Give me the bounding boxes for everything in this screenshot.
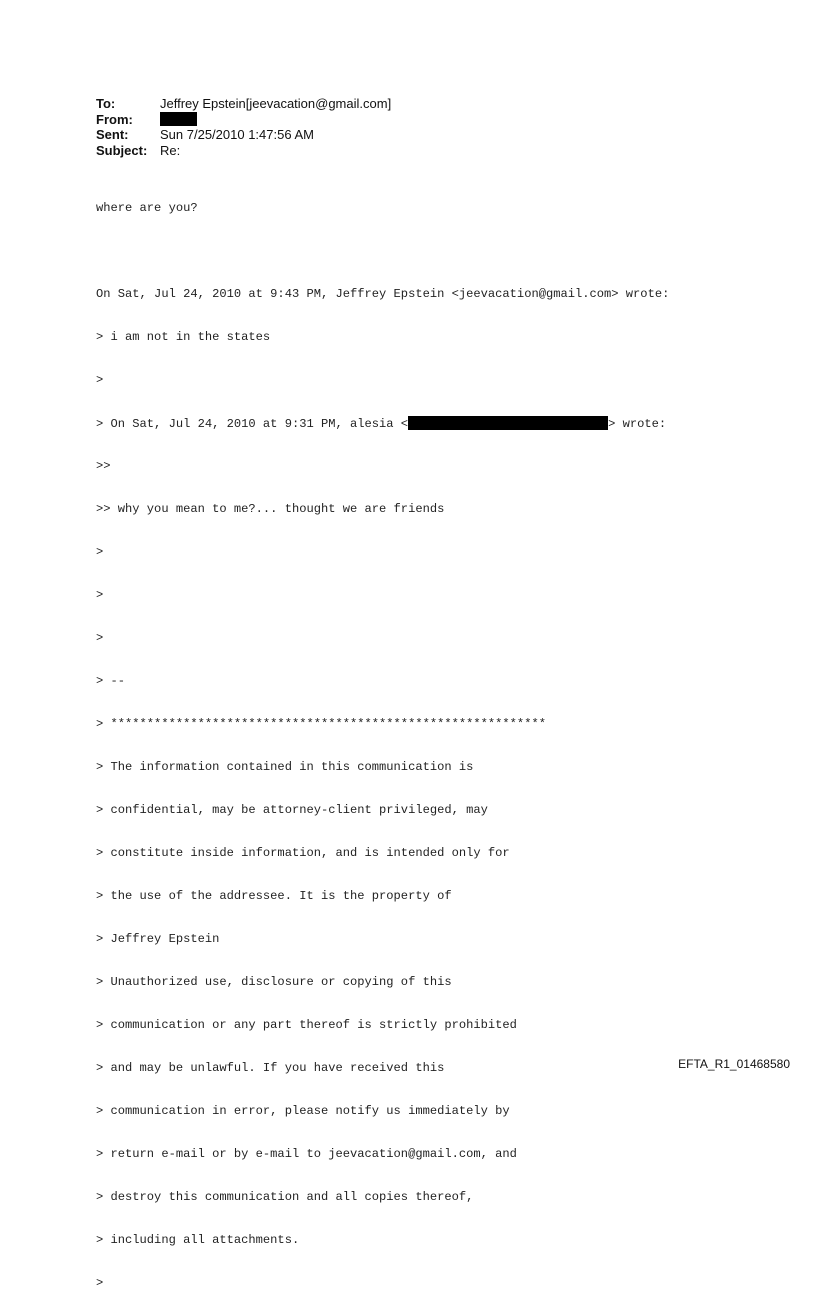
body-line: > (96, 1276, 104, 1291)
body-line (96, 244, 669, 258)
body-line: where are you? (96, 200, 198, 215)
body-line: > including all attachments. (96, 1233, 300, 1248)
body-line: >> why you mean to me?... thought we are friends (96, 501, 445, 516)
sent-value: Sun 7/25/2010 1:47:56 AM (160, 127, 314, 142)
to-row (96, 96, 391, 112)
body-line-prefix: > On Sat, Jul 24, 2010 at 9:31 PM, alesia < (96, 416, 409, 431)
body-line: > constitute inside information, and is intended only for (96, 846, 510, 861)
redaction-bar (160, 112, 197, 126)
to-label: To: (96, 96, 116, 111)
subject-row (96, 143, 391, 159)
body-line-suffix: > wrote: (608, 416, 667, 431)
body-line: > (96, 587, 104, 602)
body-line: > ************************************************************ (96, 717, 546, 732)
body-line: > communication or any part thereof is strictly prohibited (96, 1018, 517, 1033)
body-line: > and may be unlawful. If you have received this (96, 1061, 445, 1076)
body-line: > The information contained in this communication is (96, 760, 474, 775)
body-line: > (96, 544, 104, 559)
body-line: > i am not in the states (96, 329, 271, 344)
subject-label: Subject: (96, 142, 148, 158)
body-line: >> (96, 458, 111, 473)
from-value (160, 112, 197, 128)
body-line: > the use of the addressee. It is the property of (96, 889, 452, 904)
from-row (96, 112, 391, 128)
sent-label: Sent: (96, 127, 129, 142)
body-line: > communication in error, please notify us immediately by (96, 1104, 510, 1119)
sent-row (96, 127, 391, 143)
email-header (96, 96, 391, 158)
from-label: From: (96, 111, 133, 127)
email-body (96, 172, 669, 1305)
body-line-redacted (96, 416, 669, 430)
body-line: > (96, 631, 104, 645)
body-line: > confidential, may be attorney-client privileged, may (96, 803, 488, 818)
to-value: Jeffrey Epstein[jeevacation@gmail.com] (160, 96, 392, 111)
body-line: > -- (96, 674, 126, 689)
body-line: > destroy this communication and all copies thereof, (96, 1190, 474, 1205)
body-line: On Sat, Jul 24, 2010 at 9:43 PM, Jeffrey Epstein <jeevacation@gmail.com> wrote: (96, 286, 670, 301)
body-line: > Jeffrey Epstein (96, 932, 220, 947)
body-line: > Unauthorized use, disclosure or copying of this (96, 975, 452, 990)
body-line: > return e-mail or by e-mail to jeevacation@gmail.com, and (96, 1147, 517, 1162)
body-line: > (96, 372, 104, 387)
subject-value: Re: (160, 142, 181, 158)
document-id: EFTA_R1_01468580 (678, 1057, 790, 1071)
redaction-bar (408, 416, 608, 430)
